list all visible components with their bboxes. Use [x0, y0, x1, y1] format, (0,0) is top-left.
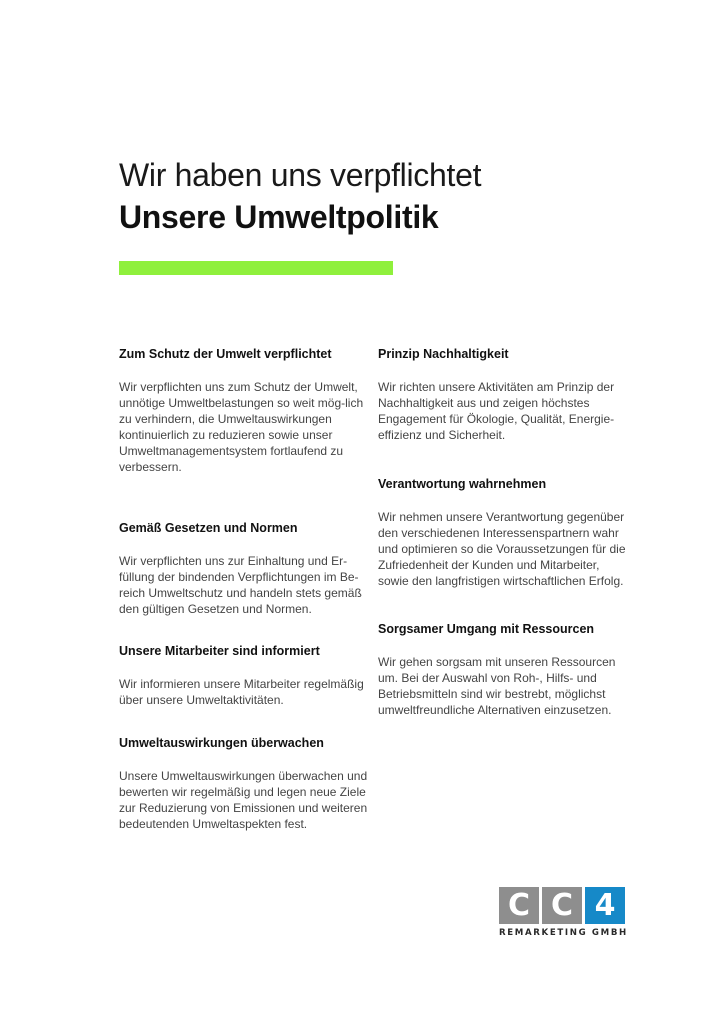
section-heading: Sorgsamer Umgang mit Ressourcen — [378, 622, 595, 636]
logo-letter-4: 4 — [585, 887, 625, 924]
section-heading: Gemäß Gesetzen und Normen — [119, 521, 298, 535]
accent-bar — [119, 261, 393, 275]
logo-subtitle: REMARKETING GMBH — [499, 928, 628, 938]
logo-letter-c2: C — [542, 887, 582, 924]
section-mitarbeiter — [119, 643, 369, 735]
section-text: Wir gehen sorgsam mit unseren Ressourcen um. Bei der Auswahl von Roh-, Hilfs- und Betriebsmitteln sind wir bestrebt, möglichst umweltfreundliche Alternativen einzusetzen. — [378, 655, 616, 717]
section-heading: Zum Schutz der Umwelt verpflichtet — [119, 347, 332, 361]
section-nachhaltigkeit — [378, 346, 628, 476]
page-title: Unsere Umweltpolitik — [119, 199, 439, 235]
section-heading: Verantwortung wahrnehmen — [378, 477, 547, 491]
section-text: Wir verpflichten uns zum Schutz der Umwelt, unnötige Umweltbelastungen so weit mög-lich zu verhindern, die Umweltauswirkungen kontinuierlich zu reduzieren sowie unser Umweltmanagementsystem fortlaufend zu verbessern. — [119, 380, 364, 474]
section-verantwortung — [378, 476, 628, 621]
logo-letter-c1: C — [499, 887, 539, 924]
right-column — [378, 346, 628, 718]
section-umweltschutz — [119, 346, 369, 520]
section-ueberwachen — [119, 735, 369, 832]
page-subtitle: Wir haben uns verpflichtet — [119, 157, 482, 193]
section-text: Wir verpflichten uns zur Einhaltung und Er-füllung der bindenden Verpflichtungen im Be-reich Umweltschutz und handeln stets gemäß den gültigen Gesetzen und Normen. — [119, 554, 362, 616]
left-column — [119, 346, 369, 832]
section-ressourcen — [378, 621, 628, 718]
section-heading: Umweltauswirkungen überwachen — [119, 736, 324, 750]
section-gesetze — [119, 520, 369, 643]
section-heading: Prinzip Nachhaltigkeit — [378, 347, 509, 361]
section-text: Wir informieren unsere Mitarbeiter regelmäßig über unsere Umweltaktivitäten. — [119, 677, 364, 707]
section-heading: Unsere Mitarbeiter sind informiert — [119, 644, 320, 658]
section-text: Wir nehmen unsere Verantwortung gegenüber den verschiedenen Interessenspartnern wahr und optimieren so die Voraussetzungen für die Zufriedenheit der Kunden und Mitarbeiter, sowie den langfristigen wirtschaftlichen Erfolg. — [378, 510, 626, 588]
company-logo — [499, 887, 631, 938]
section-text: Wir richten unsere Aktivitäten am Prinzip der Nachhaltigkeit aus und zeigen höchstes Engagement für Ökologie, Qualität, Energie-effizienz und Sicherheit. — [378, 380, 615, 442]
section-text: Unsere Umweltauswirkungen überwachen und bewerten wir regelmäßig und legen neue Ziele zur Reduzierung von Emissionen und weiteren bedeutenden Umweltaspekten fest. — [119, 769, 368, 831]
logo-blocks — [499, 887, 631, 924]
